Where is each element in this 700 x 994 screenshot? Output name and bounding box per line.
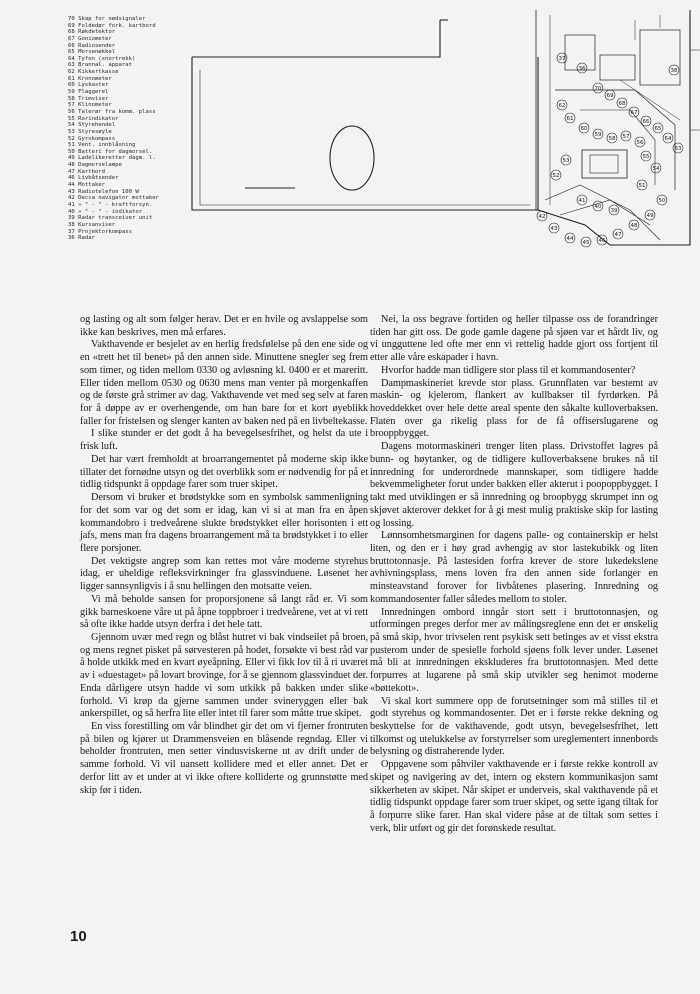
legend-item: 38 Kursanviser — [68, 221, 116, 228]
callout-51 — [637, 180, 647, 190]
callout-37 — [557, 53, 567, 63]
legend-item: 55 Rorindikator — [68, 115, 119, 122]
callout-number: 66 — [642, 119, 650, 125]
legend-item: 52 Gyrokompass — [68, 135, 116, 142]
callout-number: 64 — [664, 136, 672, 142]
paragraph: og lasting og alt som følger herav. Det er en hvile og avslappelse som ikke kan beskrives, men må erfares. — [80, 314, 368, 338]
paragraph: En viss forestilling om vår blindhet gir det om vi fjerner frontruten på bilen og kjører ut Drammensveien en blåsende regndag. Eller vi beholder frontruten, men setter vindusviskerne ut av drift under de samme forhold. Vi vil uansett kollidere med et eller annet. Det er derfor litt av et under at vi ikke oftere kolliderte og grunnstøtte med skip før i tiden. — [80, 721, 368, 796]
callout-46 — [597, 235, 607, 245]
legend-item: 58 Trimviser — [68, 95, 109, 102]
legend-item: 60 Lyskaster — [68, 82, 109, 89]
paragraph: Oppgavene som påhviler vakthavende er i første rekke kontroll av skipet og navigering av det, intern og ekstern kommunikasjon samt sikkerheten av skipet. Når skipet er underveis, skal vakthavende på et tidlig tidspunkt oppdage farer som truer skipet, og sette igang tiltak for å forpurre slike farer. Han skal videre påse at de tiltak som settes i verk, blir utført og gir det forønskede resultat. — [370, 759, 658, 834]
callout-number: 70 — [594, 86, 602, 92]
callout-69 — [605, 90, 615, 100]
legend-item: 54 Styrehendel — [68, 122, 116, 129]
callout-57 — [621, 131, 631, 141]
compass-circle — [330, 126, 374, 190]
bridge-floor-plan — [190, 10, 700, 300]
callout-40 — [593, 201, 603, 211]
callout-39 — [609, 205, 619, 215]
callout-number: 38 — [670, 68, 678, 74]
legend-item: 62 Kikkertkasse — [68, 69, 119, 76]
paragraph: Lønnsomhetsmarginen for dagens palle- og containerskip er helst liten, og den er i høy grad avhengig av stor lastekubikk og liten bruttotonnasje. På lastesiden forfra krever de store lukedekslene avhivningsplass, mens loven fra den annen side forlanger en minsteavstand forover for livbåtenes plasering. Innredning og kommandosenter faller således mellom to stoler. — [370, 530, 658, 605]
legend-item: 70 Skap for nødsignaler — [68, 16, 146, 22]
callout-41 — [577, 195, 587, 205]
callout-55 — [641, 151, 651, 161]
legend-item: 57 Klinometer — [68, 102, 112, 109]
legend-item: 68 Røkdetektor — [68, 29, 116, 36]
paragraph: I slike stunder er det godt å ha bevegelsesfrihet, og helst da ute i frisk luft. — [80, 428, 368, 453]
equipment-legend — [68, 16, 198, 242]
callout-66 — [641, 116, 651, 126]
callout-53 — [561, 155, 571, 165]
callout-number: 40 — [594, 204, 602, 210]
callout-number: 44 — [566, 236, 574, 242]
callout-56 — [635, 137, 645, 147]
callout-63 — [673, 143, 683, 153]
legend-item: 63 Brannal. apparat — [68, 62, 132, 69]
callout-47 — [613, 229, 623, 239]
paragraph: Dersom vi bruker et brødstykke som en symbolsk sammenligning for det som var og det som er idag, kan vi si at man fra en åpen kommandobro i tredveårene slukte brødstykket eller horisonten i ett jafs, mens man fra dagens broarrangement må ta brødstykket i to eller flere porsjoner. — [80, 492, 368, 554]
legend-item: 50 Batteri for dagmorsel. — [68, 148, 153, 155]
callout-number: 55 — [642, 154, 650, 160]
left-text-column — [80, 314, 368, 797]
callout-number: 43 — [550, 226, 558, 232]
callout-number: 63 — [674, 146, 682, 152]
callout-60 — [579, 123, 589, 133]
callout-54 — [651, 163, 661, 173]
callout-number: 50 — [658, 198, 666, 204]
callout-number: 36 — [578, 66, 586, 72]
callout-number: 67 — [630, 110, 638, 116]
callout-48 — [629, 220, 639, 230]
paragraph: Dampmaskineriet krevde stor plass. Grunnflaten var bestemt av maskin- og kjelerom, flankert av kullbakser til fyrdørken. På hoveddekket over hele dette areal spente den såkalte kulloverbaksen. Flaten over ga rikelig plass for de få offiserslugarene og brooppbygget. — [370, 377, 658, 440]
callout-68 — [617, 98, 627, 108]
legend-item: 40 » " - " - indikator — [68, 208, 143, 215]
callout-number: 45 — [582, 240, 590, 246]
callout-number: 52 — [552, 173, 560, 179]
paragraph: Gjennom uvær med regn og blåst hutret vi bak vindseilet på broen, og mens regnet pisket på sørvesteren på hodet, forsøkte vi best råd var å holde utkikk med en kvart øyeåpning. Eller vi fikk lov til å ri uværet av i «duestaget» på lovart brovinge, for å se gjennom glassvinduet der. Enda dårligere utsyn hadde vi som utkikk på bakken under slike forhold. Vi krøp da gjerne sammen under svineryggen eller bak ankerspillet, og så herfra lite eller intet til farer som måtte true skipet. — [80, 631, 368, 720]
right-text-column — [370, 314, 658, 835]
legend-item: 66 Radiosender — [68, 42, 116, 49]
callout-43 — [549, 223, 559, 233]
legend-item: 65 Morsenøkkel — [68, 49, 116, 56]
callout-42 — [537, 211, 547, 221]
callout-number: 48 — [630, 223, 638, 229]
legend-item: 61 Kronometer — [68, 75, 112, 82]
callout-number: 60 — [580, 126, 588, 132]
callout-number: 62 — [558, 103, 566, 109]
callout-number: 56 — [636, 140, 644, 146]
legend-item: 43 Radiotelefon 100 W — [68, 188, 139, 195]
callout-number: 39 — [610, 208, 618, 214]
paragraph: Vi skal kort summere opp de forutsetninger som må stilles til et godt styrehus og kommandosenter. Det er i første rekke dekning og beskyttelse for de vakthavende, godt utsyn, bevegelsesfrihet, lett tilkomst og utelukkelse av forstyrrelser som ureglementert innenbords belysning og distraherende lyder. — [370, 695, 658, 758]
callout-number: 41 — [578, 198, 586, 204]
paragraph: Det vektigste angrep som kan rettes mot våre moderne styrehus idag, er uheldige refleksvirkninger fra glassvinduene. Løsenet her ligger sannsynligvis i å snu hellingen den motsatte veien. — [80, 555, 368, 593]
legend-item: 47 Kartbord — [68, 168, 106, 175]
callout-49 — [645, 210, 655, 220]
callout-67 — [629, 107, 639, 117]
callout-number: 51 — [638, 183, 646, 189]
callout-44 — [565, 233, 575, 243]
callout-number: 47 — [614, 232, 622, 238]
callout-61 — [565, 113, 575, 123]
callout-number: 65 — [654, 126, 662, 132]
paragraph: Innredningen ombord inngår stort sett i bruttotonnasjen, og utformingen preges derfor mer av målingsreglene enn det er ønskelig på små skip, hvor trivselen rent psykisk sett betinges av et visst ekstra pusterom under de spesielle forhold sjøens folk lever under. Løsenet må bli at innredningen ekskluderes fra bruttotonnasjen. Med dette forpurres at lugarene på små skip utvikler seg henimot moderne «bøttekott». — [370, 606, 658, 694]
callout-number: 37 — [558, 56, 566, 62]
callout-50 — [657, 195, 667, 205]
callout-number: 49 — [646, 213, 654, 219]
legend-item: 67 Goniometer — [68, 35, 112, 42]
legend-item: 53 Styresøyle — [68, 128, 112, 135]
callout-number: 58 — [608, 136, 616, 142]
legend-item: 48 Dagmorselampe — [68, 162, 122, 169]
callout-38 — [669, 65, 679, 75]
paragraph: Nei, la oss begrave fortiden og heller tilpasse oss de forandringer tiden har gitt oss. De gode gamle dagene på sjøen var et hårdt liv, og vi ungguttene led ofte mer enn vi rettelig hadde gjort oss fortjent til etter alle våre eskapader i havn. — [370, 314, 658, 364]
legend-item: 51 Vent. innblåsning — [68, 142, 136, 149]
legend-item: 37 Projektorkompass — [68, 228, 132, 235]
callout-65 — [653, 123, 663, 133]
legend-item: 49 Ladelikeretter dagm. l. — [68, 155, 156, 162]
legend-item: 44 Mottaker — [68, 182, 106, 189]
legend-item: 59 Flaggerel — [68, 89, 109, 96]
page-number: 10 — [70, 928, 87, 945]
callout-45 — [581, 237, 591, 247]
callout-59 — [593, 129, 603, 139]
callout-number: 59 — [594, 132, 602, 138]
paragraph: Det har vært fremholdt at broarrangementet på moderne skip ikke tillater det fornødne utsyn og det overblikk som er nødvendig for på et tidlig tidspunkt å oppdage farer som truer skipet. — [80, 453, 368, 491]
legend-item: 42 Decca navigator mottaker — [68, 195, 159, 202]
callout-62 — [557, 100, 567, 110]
callout-number: 68 — [618, 101, 626, 107]
legend-item: 46 Livbåtsender — [68, 175, 119, 182]
legend-item: 69 Foldedør fork. kartbord — [68, 22, 156, 29]
legend-item: 56 Talerør fra komm. plass — [68, 108, 156, 115]
callout-number: 54 — [652, 166, 660, 172]
legend-item: 39 Radar transceiver unit — [68, 215, 153, 222]
paragraph: Hvorfor hadde man tidligere stor plass til et kommandosenter? — [381, 364, 636, 376]
legend-item: 64 Tyfon (snortrekk) — [68, 55, 136, 62]
paragraph: Vi må beholde sansen for proporsjonene så langt råd er. Vi som gikk barneskoene våre ut på åpne toppbroer i tredveårene, vet at vi rett så ofte ikke hadde utsyn derfra i det hele tatt. — [80, 593, 368, 631]
callout-number: 57 — [622, 134, 630, 140]
callout-70 — [593, 83, 603, 93]
callout-number: 53 — [562, 158, 570, 164]
callout-number: 61 — [566, 116, 574, 122]
legend-item: 41 » " - " - kraftforsyn. — [68, 201, 153, 208]
legend-item: 36 Radar — [68, 235, 95, 242]
callout-number: 46 — [598, 238, 606, 244]
callout-number: 42 — [538, 214, 546, 220]
paragraph: Dagens motormaskineri trenger liten plass. Drivstoffet lagres på bunn- og høytanker, og de tidligere kulloverbaksene brukes nå til innredning for underordnede mannskaper, som tidligere hadde bekvemmeligheter forut under bakken eller akterut i poopoppbygget. I takt med utviklingen er så innredning og broopbygg skrumpet inn og skjøvet akterover dekket for å gi mest mulig praktiske skip for lasting og lossing. — [370, 441, 658, 529]
callout-36 — [577, 63, 587, 73]
bridge-outline-left — [192, 57, 538, 210]
callout-number: 69 — [606, 93, 614, 99]
paragraph: Vakthavende er besjelet av en herlig fredsfølelse på den ene side og en «trett het til benet» på den annen side. Minuttene snegler seg frem som timer, og tiden mellom 0330 og avløsning kl. 0400 er et mareritt. Eller tiden mellom 0530 og 0630 mens man venter på morgenkaffen og de første grå strimer av dag. Vakthavende vet med seg selv at faren for å døppe av er overhengende, om han bare for et kort øyeblikk faller for fristelsen og slenger kanten av baken ned på en livbeltekasse. — [80, 339, 368, 427]
callout-64 — [663, 133, 673, 143]
callout-58 — [607, 133, 617, 143]
callout-52 — [551, 170, 561, 180]
